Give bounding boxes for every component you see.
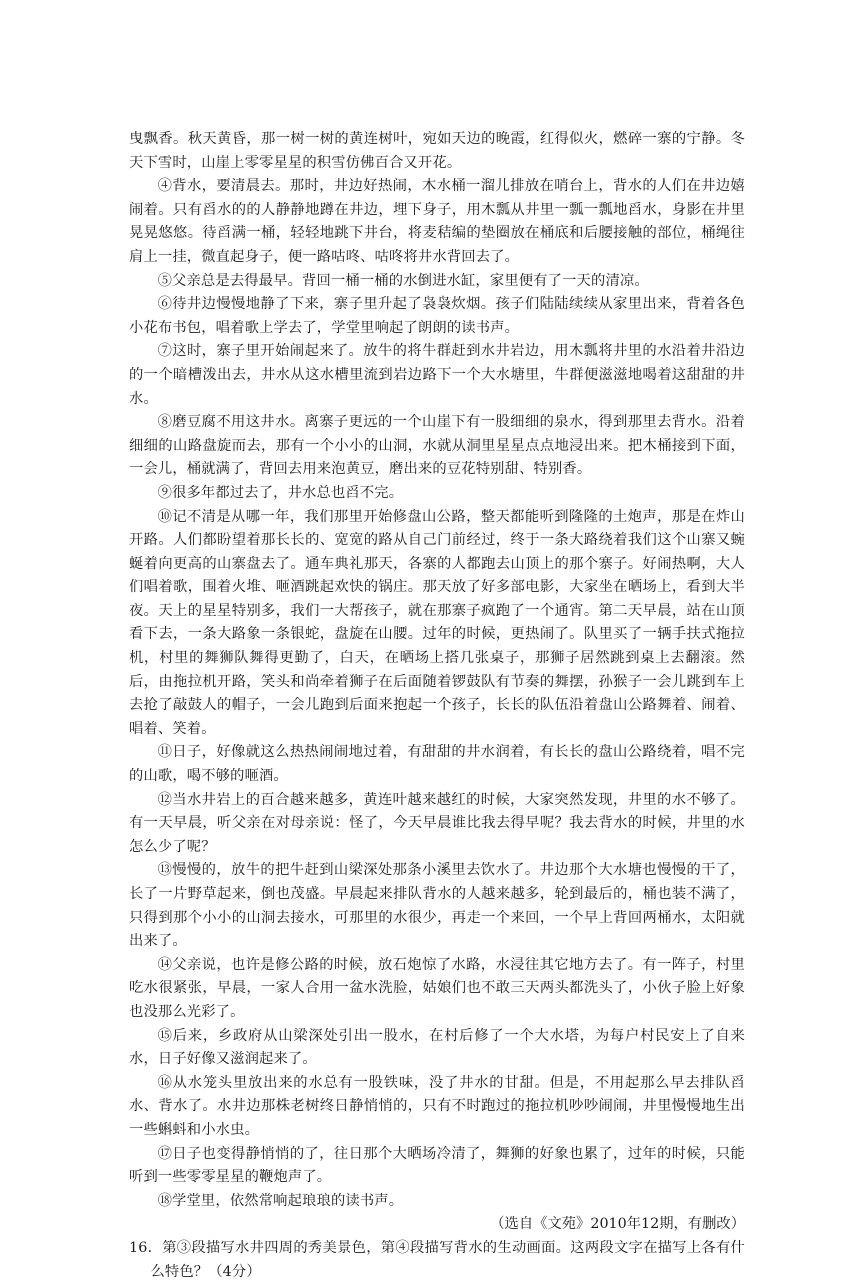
paragraph-8: ⑧磨豆腐不用这井水。离寨子更远的一个山崖下有一股细细的泉水，得到那里去背水。沿着细细的山路盘旋而去，那有一个小小的山洞，水就从洞里星星点点地浸出来。把木桶接到下面，一会儿，桶就满了，背回去用来泡黄豆，磨出来的豆花特别甜、特别香。 (129, 414, 745, 478)
paragraph-18: ⑱学堂里，依然常响起琅琅的读书声。 (157, 1192, 404, 1209)
paragraph-14: ⑭父亲说，也许是修公路的时候，放石炮惊了水路，水浸往其它地方去了。有一阵子，村里吃水很紧张，早晨，一家人合用一盆水洗脸，姑娘们也不敢三天两头都洗头了，小伙子脸上好象也没那么光彩了。 (129, 956, 745, 1020)
paragraph-5: ⑤父亲总是去得最早。背回一桶一桶的水倒进水缸，家里便有了一天的清凉。 (157, 272, 649, 289)
paragraph-9: ⑨很多年都过去了，井水总也舀不完。 (157, 484, 404, 501)
paragraph-12: ⑫当水井岩上的百合越来越多，黄连叶越来越红的时候，大家突然发现，井里的水不够了。有一天早晨，听父亲在对母亲说：怪了，今天早晨谁比我去得早呢？我去背水的时候，井里的水怎么少了呢？ (129, 791, 745, 855)
source-citation: （选自《文苑》2010年12期，有删改） (490, 1216, 745, 1233)
paragraph-11: ⑪日子，好像就这么热热闹闹地过着，有甜甜的井水润着，有长长的盘山公路绕着，唱不完的山歌，喝不够的咂酒。 (129, 744, 745, 785)
paragraph-continued: 曳飘香。秋天黄昏，那一树一树的黄连树叶，宛如天边的晚霞，红得似火，燃碎一寨的宁静。冬天下雪时，山崖上零零星星的积雪仿佛百合又开花。 (129, 131, 745, 171)
paragraph-6: ⑥待井边慢慢地静了下来，寨子里升起了袅袅炊烟。孩子们陆陆续续从家里出来，背着各色小花布书包，唱着歌上学去了，学堂里响起了朗朗的读书声。 (129, 296, 745, 336)
article-body (129, 128, 745, 1213)
paragraph-15: ⑮后来，乡政府从山梁深处引出一股水，在村后修了一个大水塔，为每户村民安上了自来水，日子好像又滋润起来了。 (129, 1027, 745, 1068)
paragraph-13: ⑬慢慢的，放牛的把牛赶到山梁深处那条小溪里去饮水了。井边那个大水塘也慢慢的干了，长了一片野草起来，倒也茂盛。早晨起来排队背水的人越来越多，轮到最后的，桶也装不满了，只得到那个小小的山洞去接水，可那里的水很少，再走一个来回，一个早上背回两桶水，太阳就出来了。 (129, 862, 745, 950)
paragraph-16: ⑯从水笼头里放出来的水总有一股铁味，没了井水的甘甜。但是，不用起那么早去排队舀水、背水了。水井边那株老树终日静悄悄的，只有不时跑过的拖拉机吵吵闹闹，井里慢慢地生出一些蝌蚪和小水虫。 (129, 1074, 745, 1138)
paragraph-4: ④背水，要清晨去。那时，井边好热闹，木水桶一溜儿排放在哨台上，背水的人们在井边嬉闹着。只有舀水的的人静静地蹲在井边，埋下身子，用木瓢从井里一瓢一瓢地舀水，身影在井里晃晃悠悠。待舀满一桶，轻轻地跳下井台，将麦秸编的垫圈放在桶底和后腰接触的部位，桶绳往肩上一挂，微直起身子，便一路咕咚、咕咚将井水背回去了。 (129, 178, 745, 265)
paragraph-10: ⑩记不清是从哪一年，我们那里开始修盘山公路，整天都能听到隆隆的土炮声，那是在炸山开路。人们都盼望着那长长的、宽宽的路从自己门前经过，终于一条大路绕着我们这个山寨又蜿蜒着向更高的山寨盘去了。通车典礼那天，各寨的人都跑去山顶上的那个寨子。好闹热啊，大人们唱着歌，围着火堆、咂酒跳起欢快的锅庄。那天放了好多部电影，大家坐在晒场上，看到大半夜。天上的星星特别多，我们一大帮孩子，就在那寨子疯跑了一个通宵。第二天早晨，站在山顶看下去，一条大路象一条银蛇，盘旋在山腰。过年的时候，更热闹了。队里买了一辆手扶式拖拉机，村里的舞狮队舞得更勤了，白天，在晒场上搭几张桌子，那狮子居然跳到桌上去翻滚。然后，由拖拉机开路，笑头和尚牵着狮子在后面随着锣鼓队有节奏的舞摆，孙猴子一会儿跳到车上去抢了敲鼓人的帽子，一会儿跑到后面来抱起一个孩子，长长的队伍沿着盘山公路舞着、闹着、唱着、笑着。 (129, 508, 745, 737)
document-page (129, 128, 745, 1284)
paragraph-17: ⑰日子也变得静悄悄的了，往日那个大晒场冷清了，舞狮的好象也累了，过年的时候，只能听到一些零零星星的鞭炮声了。 (129, 1145, 745, 1186)
paragraph-7: ⑦这时，寨子里开始闹起来了。放牛的将牛群赶到水井岩边，用木瓢将井里的水沿着井沿边的一个暗槽泼出去，井水从这水槽里流到岩边路下一个大水塘里，牛群便滋滋地喝着这甜甜的井水。 (129, 343, 745, 407)
question-16: 16．第③段描写水井四周的秀美景色，第④段描写背水的生动画面。这两段文字在描写上各有什么特色？（4分） (129, 1239, 745, 1280)
